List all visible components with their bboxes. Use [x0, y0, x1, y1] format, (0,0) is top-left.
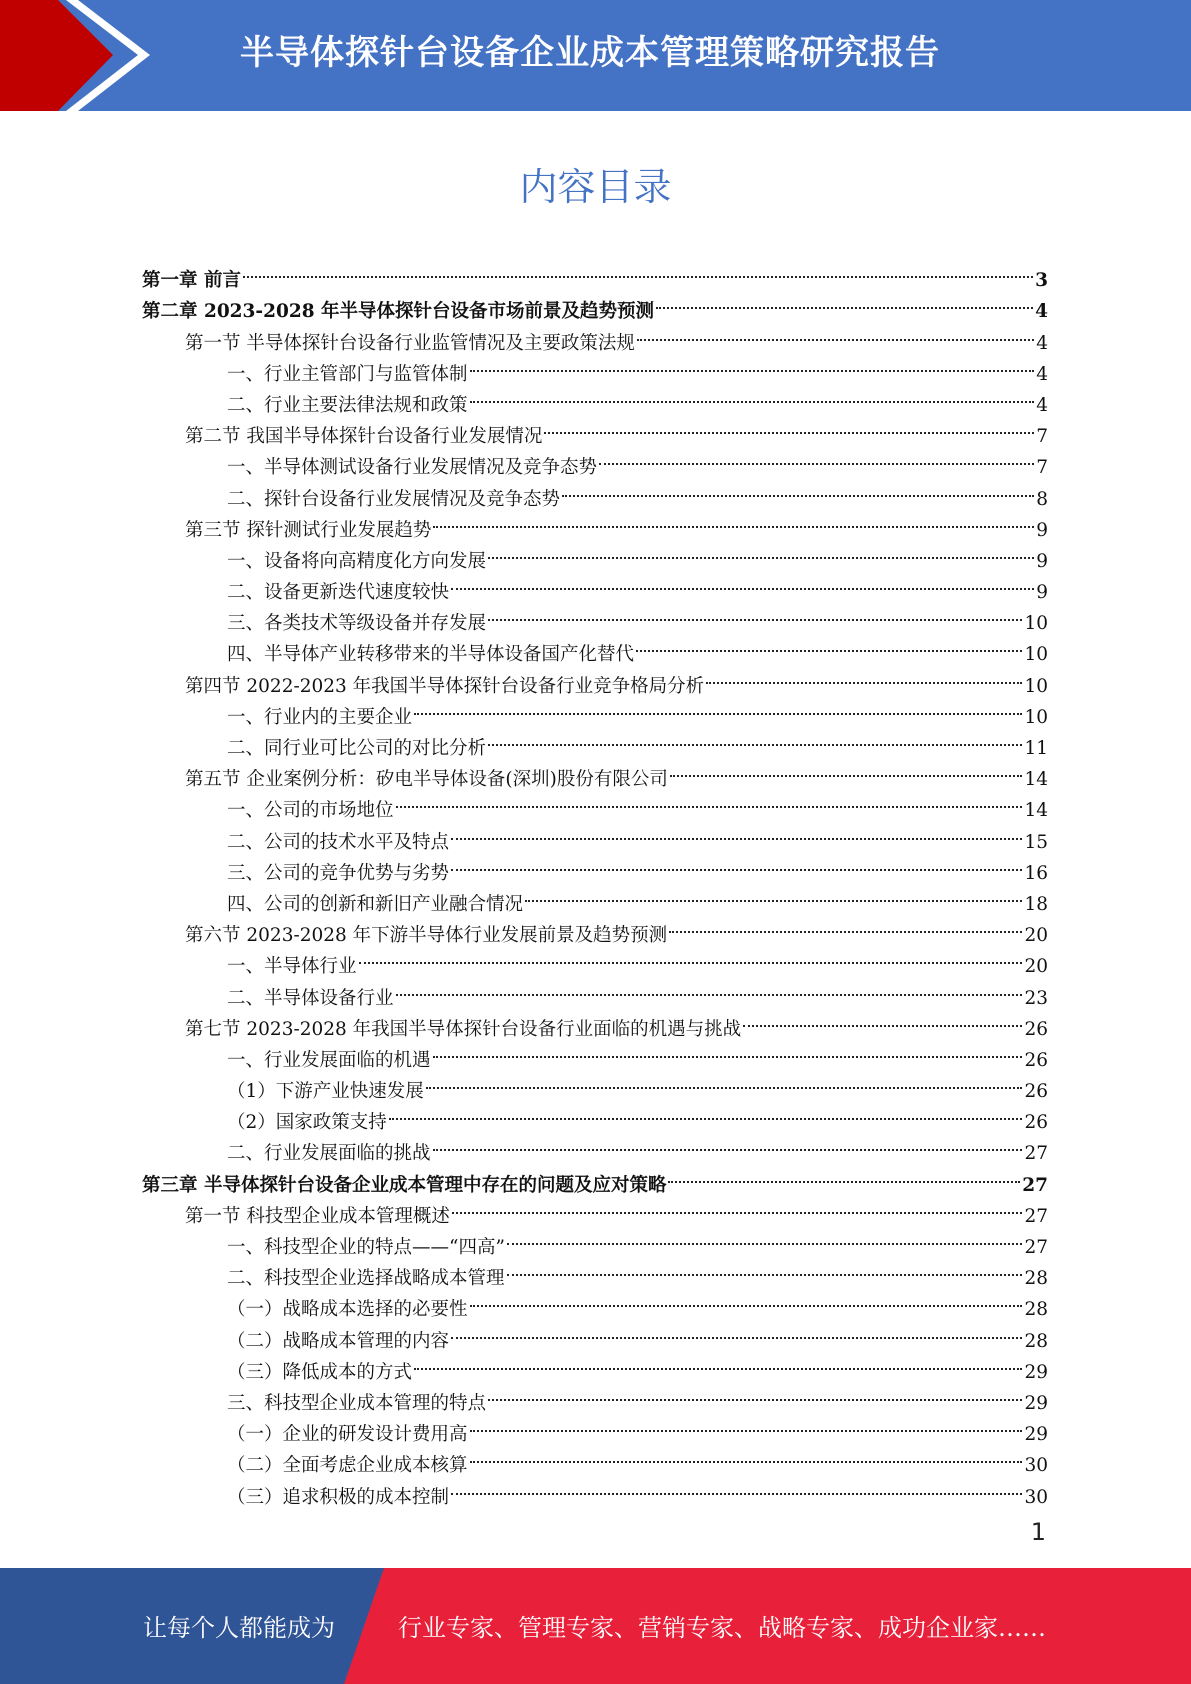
- toc-leader-dots: [359, 941, 1023, 972]
- toc-entry-title: 一、行业主管部门与监管体制: [227, 363, 468, 385]
- toc-entry-title: 一、行业发展面临的机遇: [227, 1049, 431, 1071]
- toc-entry[interactable]: [142, 255, 1048, 292]
- toc-leader-dots: [669, 910, 1022, 941]
- toc-entry-page: 3: [1035, 270, 1048, 292]
- toc-leader-dots: [544, 411, 1034, 442]
- footer-slogan-right: 行业专家、管理专家、营销专家、战略专家、成功企业家……: [398, 1614, 1046, 1642]
- toc-entry-page: 27: [1024, 1237, 1048, 1258]
- toc-leader-dots: [433, 1035, 1023, 1066]
- toc-leader-dots: [488, 1378, 1022, 1409]
- toc-entry-title: 二、行业发展面临的挑战: [227, 1143, 431, 1165]
- toc-leader-dots: [706, 660, 1022, 691]
- toc-entry-page: 14: [1024, 769, 1048, 791]
- toc-entry-page: 16: [1024, 862, 1048, 884]
- toc-entry-title: （三）追求积极的成本控制: [227, 1486, 450, 1508]
- toc-leader-dots: [433, 1128, 1023, 1159]
- toc-entry-title: 第二节 我国半导体探针台设备行业发展情况: [185, 426, 543, 448]
- toc-entry-title: 第一节 半导体探针台设备行业监管情况及主要政策法规: [185, 332, 635, 354]
- toc-leader-dots: [668, 1159, 1020, 1190]
- toc-entry[interactable]: [142, 286, 1048, 323]
- toc-entry-title: 三、各类技术等级设备并存发展: [227, 613, 487, 635]
- toc-leader-dots: [507, 1222, 1023, 1253]
- toc-entry-page: 9: [1036, 519, 1048, 541]
- toc-entry-title: 二、公司的技术水平及特点: [227, 831, 450, 853]
- toc-leader-dots: [488, 723, 1022, 754]
- toc-leader-dots: [396, 785, 1023, 816]
- toc-leader-dots: [451, 567, 1034, 598]
- toc-entry-page: 29: [1024, 1424, 1048, 1446]
- toc-leader-dots: [470, 380, 1035, 411]
- toc-entry-page: 26: [1024, 1049, 1048, 1071]
- toc-entry-page: 4: [1035, 301, 1048, 323]
- toc-entry-page: 4: [1036, 363, 1048, 385]
- toc-entry-page: 29: [1024, 1361, 1048, 1383]
- toc-entry-title: 二、行业主要法律法规和政策: [227, 394, 468, 416]
- toc-entry-page: 26: [1024, 1081, 1048, 1103]
- toc-leader-dots: [452, 1191, 1023, 1222]
- toc-leader-dots: [488, 536, 1034, 567]
- toc-leader-dots: [470, 349, 1035, 380]
- toc-entry-title: （二）战略成本管理的内容: [227, 1330, 450, 1352]
- toc-entry-page: 10: [1024, 644, 1048, 666]
- toc-entry-title: （一）企业的研发设计费用高: [227, 1424, 468, 1446]
- table-of-contents: [142, 255, 1048, 1508]
- toc-entry-title: 第一章 前言: [142, 270, 241, 292]
- toc-entry-page: 30: [1024, 1455, 1048, 1477]
- toc-leader-dots: [599, 442, 1034, 473]
- toc-entry-title: 二、探针台设备行业发展情况及竞争态势: [227, 488, 561, 510]
- toc-entry-title: 第一节 科技型企业成本管理概述: [185, 1205, 450, 1227]
- toc-leader-dots: [396, 972, 1023, 1003]
- toc-entry-title: 第六节 2023-2028 年下游半导体行业发展前景及趋势预测: [185, 925, 668, 947]
- toc-leader-dots: [743, 1004, 1022, 1035]
- toc-entry-page: 7: [1036, 457, 1048, 479]
- toc-leader-dots: [488, 598, 1022, 629]
- toc-entry-page: 7: [1036, 426, 1048, 448]
- report-title: 半导体探针台设备企业成本管理策略研究报告: [240, 33, 940, 73]
- toc-entry-page: 20: [1024, 925, 1048, 947]
- toc-leader-dots: [525, 879, 1022, 910]
- toc-leader-dots: [426, 1066, 1023, 1097]
- toc-leader-dots: [636, 629, 1022, 660]
- toc-entry-page: 26: [1024, 1018, 1048, 1040]
- toc-entry-title: 第七节 2023-2028 年我国半导体探针台设备行业面临的机遇与挑战: [185, 1018, 742, 1040]
- toc-entry-page: 10: [1024, 706, 1048, 728]
- toc-entry-title: 第四节 2022-2023 年我国半导体探针台设备行业竞争格局分析: [185, 675, 705, 697]
- toc-leader-dots: [470, 1440, 1023, 1471]
- toc-leader-dots: [451, 1315, 1022, 1346]
- toc-entry-title: 一、行业内的主要企业: [227, 706, 413, 728]
- toc-entry-page: 30: [1024, 1486, 1048, 1508]
- toc-entry-page: 28: [1024, 1299, 1048, 1321]
- toc-entry-title: （一）战略成本选择的必要性: [227, 1299, 468, 1321]
- toc-leader-dots: [389, 1097, 1023, 1128]
- toc-heading: 内容目录: [519, 165, 672, 209]
- toc-entry-page: 23: [1024, 987, 1048, 1009]
- toc-leader-dots: [414, 1347, 1022, 1378]
- toc-leader-dots: [451, 848, 1022, 879]
- toc-entry-title: 四、半导体产业转移带来的半导体设备国产化替代: [227, 644, 635, 666]
- toc-leader-dots: [414, 692, 1022, 723]
- toc-entry-page: 4: [1036, 394, 1048, 416]
- toc-entry-page: 27: [1024, 1143, 1048, 1165]
- toc-entry-page: 4: [1036, 332, 1048, 354]
- footer-slogan-left: 让每个人都能成为: [143, 1614, 335, 1642]
- toc-leader-dots: [670, 754, 1023, 785]
- toc-entry-page: 26: [1024, 1112, 1048, 1134]
- toc-leader-dots: [656, 286, 1033, 317]
- toc-leader-dots: [451, 1471, 1022, 1502]
- toc-entry-page: 27: [1024, 1205, 1048, 1227]
- toc-leader-dots: [562, 473, 1034, 504]
- toc-leader-dots: [243, 255, 1033, 286]
- toc-entry-page: 29: [1024, 1392, 1048, 1414]
- toc-entry-page: 18: [1024, 893, 1048, 915]
- toc-entry-title: 一、科技型企业的特点——“四高”: [227, 1237, 505, 1258]
- toc-leader-dots: [451, 816, 1022, 847]
- toc-entry-title: 二、科技型企业选择战略成本管理: [227, 1268, 505, 1290]
- toc-entry-page: 10: [1024, 675, 1048, 697]
- toc-entry-title: 二、半导体设备行业: [227, 987, 394, 1009]
- page-number: 1: [1030, 1518, 1046, 1546]
- toc-entry-page: 9: [1036, 550, 1048, 572]
- toc-leader-dots: [433, 505, 1034, 536]
- toc-entry-title: 第二章 2023-2028 年半导体探针台设备市场前景及趋势预测: [142, 301, 655, 323]
- toc-entry-title: 二、同行业可比公司的对比分析: [227, 738, 487, 759]
- toc-entry-page: 9: [1036, 582, 1048, 604]
- toc-entry-title: 一、半导体测试设备行业发展情况及竞争态势: [227, 457, 598, 479]
- header-arrow-graphic: [0, 0, 160, 111]
- toc-entry-page: 11: [1024, 738, 1048, 759]
- toc-entry-page: 10: [1024, 613, 1048, 635]
- toc-entry-title: 第三节 探针测试行业发展趋势: [185, 519, 432, 541]
- toc-entry-page: 14: [1024, 800, 1048, 822]
- toc-entry-title: （二）全面考虑企业成本核算: [227, 1455, 468, 1477]
- toc-entry-page: 28: [1024, 1330, 1048, 1352]
- toc-entry-page: 15: [1024, 831, 1048, 853]
- toc-leader-dots: [637, 317, 1034, 348]
- toc-entry-page: 28: [1024, 1268, 1048, 1290]
- toc-entry-title: （1）下游产业快速发展: [227, 1081, 424, 1103]
- toc-entry-title: （2）国家政策支持: [227, 1112, 387, 1134]
- toc-entry-title: 一、半导体行业: [227, 956, 357, 978]
- toc-entry-title: 一、设备将向高精度化方向发展: [227, 550, 487, 572]
- toc-entry-title: 第五节 企业案例分析：矽电半导体设备(深圳)股份有限公司: [185, 769, 668, 791]
- toc-entry-title: 三、科技型企业成本管理的特点: [227, 1392, 487, 1414]
- toc-entry-title: （三）降低成本的方式: [227, 1361, 413, 1383]
- toc-entry-title: 一、公司的市场地位: [227, 800, 394, 822]
- toc-entry-page: 20: [1024, 956, 1048, 978]
- toc-entry-title: 三、公司的竞争优势与劣势: [227, 862, 450, 884]
- toc-entry-page: 8: [1036, 488, 1048, 510]
- toc-entry-title: 四、公司的创新和新旧产业融合情况: [227, 893, 524, 915]
- toc-leader-dots: [470, 1409, 1023, 1440]
- toc-leader-dots: [470, 1284, 1023, 1315]
- toc-leader-dots: [507, 1253, 1023, 1284]
- header-band: [0, 0, 1191, 111]
- toc-entry-page: 27: [1022, 1174, 1048, 1196]
- toc-entry-title: 第三章 半导体探针台设备企业成本管理中存在的问题及应对策略: [142, 1174, 667, 1196]
- toc-entry-title: 二、设备更新迭代速度较快: [227, 582, 450, 604]
